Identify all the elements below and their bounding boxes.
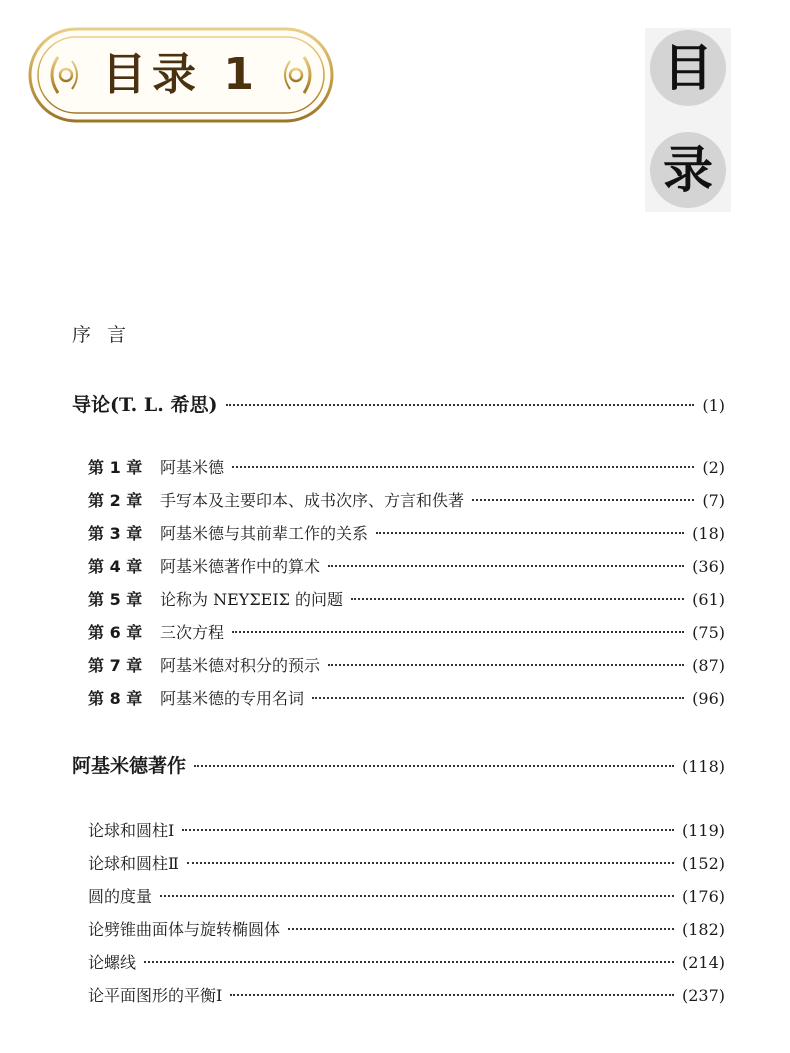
toc-chapter-2[interactable]: [88, 488, 725, 511]
side-char-lu: 录: [650, 132, 726, 208]
toc-chapter-1[interactable]: [88, 455, 725, 478]
dot-leader: [232, 466, 694, 468]
section-title: 阿基米德著作: [72, 755, 187, 777]
toc-chapter-3[interactable]: [88, 521, 725, 544]
chapter-number: 第 2 章: [88, 491, 143, 510]
work-title: 论劈锥曲面体与旋转椭圆体: [88, 920, 281, 939]
toc-chapter-5[interactable]: [88, 587, 725, 610]
toc-work-4[interactable]: [88, 917, 725, 940]
dot-leader: [288, 928, 674, 930]
dot-leader: [376, 532, 684, 534]
chapter-number: 第 6 章: [88, 623, 143, 642]
chapter-number: 第 4 章: [88, 557, 143, 576]
page-number: (7): [702, 491, 725, 510]
chapter-number: 第 8 章: [88, 689, 143, 708]
page-number: (96): [692, 689, 725, 708]
dot-leader: [144, 961, 674, 963]
section-title: 导论(T. L. 希思): [72, 394, 218, 416]
chapter-title: 手写本及主要印本、成书次序、方言和佚著: [160, 491, 465, 510]
dot-leader: [194, 765, 674, 767]
toc-section-works[interactable]: [72, 751, 725, 778]
toc-chapter-8[interactable]: [88, 686, 725, 709]
toc-work-3[interactable]: [88, 884, 725, 907]
preface-entry[interactable]: 序言: [72, 324, 143, 346]
dot-leader: [226, 404, 695, 406]
chapter-title: 阿基米德: [160, 458, 225, 477]
side-char-mu: 目: [650, 30, 726, 106]
dot-leader: [187, 862, 674, 864]
toc-chapter-7[interactable]: [88, 653, 725, 676]
chapter-title: 阿基米德的专用名词: [160, 689, 305, 708]
page-number: (118): [681, 757, 725, 776]
chapter-title: 论称为 ΝΕΥΣΕΙΣ 的问题: [160, 590, 344, 609]
page-number: (152): [681, 854, 725, 873]
page-number: (2): [702, 458, 725, 477]
page-number: (61): [692, 590, 725, 609]
page-number: (214): [681, 953, 725, 972]
dot-leader: [312, 697, 684, 699]
work-title: 论平面图形的平衡Ⅰ: [88, 986, 223, 1005]
page-number: (1): [702, 396, 725, 415]
chapter-number: 第 3 章: [88, 524, 143, 543]
chapter-number: 第 5 章: [88, 590, 143, 609]
toc-work-6[interactable]: [88, 983, 725, 1006]
page-number: (176): [681, 887, 725, 906]
work-title: 论螺线: [88, 953, 137, 972]
dot-leader: [328, 664, 684, 666]
dot-leader: [232, 631, 684, 633]
toc-work-2[interactable]: [88, 851, 725, 874]
chapter-number: 第 7 章: [88, 656, 143, 675]
dot-leader: [351, 598, 684, 600]
toc-work-5[interactable]: [88, 950, 725, 973]
toc-chapter-6[interactable]: [88, 620, 725, 643]
chapter-title: 三次方程: [160, 623, 225, 642]
page-number: (36): [692, 557, 725, 576]
chapter-title: 阿基米德与其前辈工作的关系: [160, 524, 369, 543]
toc-chapter-4[interactable]: [88, 554, 725, 577]
work-title: 论球和圆柱Ⅰ: [88, 821, 175, 840]
chapter-number: 第 1 章: [88, 458, 143, 477]
toc-header-badge: [28, 27, 334, 123]
page-number: (87): [692, 656, 725, 675]
page-number: (182): [681, 920, 725, 939]
work-title: 论球和圆柱Ⅱ: [88, 854, 179, 873]
dot-leader: [182, 829, 674, 831]
dot-leader: [472, 499, 694, 501]
chapter-title: 阿基米德著作中的算术: [160, 557, 321, 576]
side-tab: [645, 28, 731, 212]
page-number: (75): [692, 623, 725, 642]
toc-section-introduction[interactable]: [72, 390, 725, 417]
toc-work-1[interactable]: [88, 818, 725, 841]
chapter-title: 阿基米德对积分的预示: [160, 656, 321, 675]
page-number: (18): [692, 524, 725, 543]
dot-leader: [328, 565, 684, 567]
page-number: (119): [681, 821, 725, 840]
page-number: (237): [681, 986, 725, 1005]
dot-leader: [160, 895, 674, 897]
dot-leader: [230, 994, 674, 996]
badge-title: 目录 1: [102, 49, 260, 100]
work-title: 圆的度量: [88, 887, 153, 906]
